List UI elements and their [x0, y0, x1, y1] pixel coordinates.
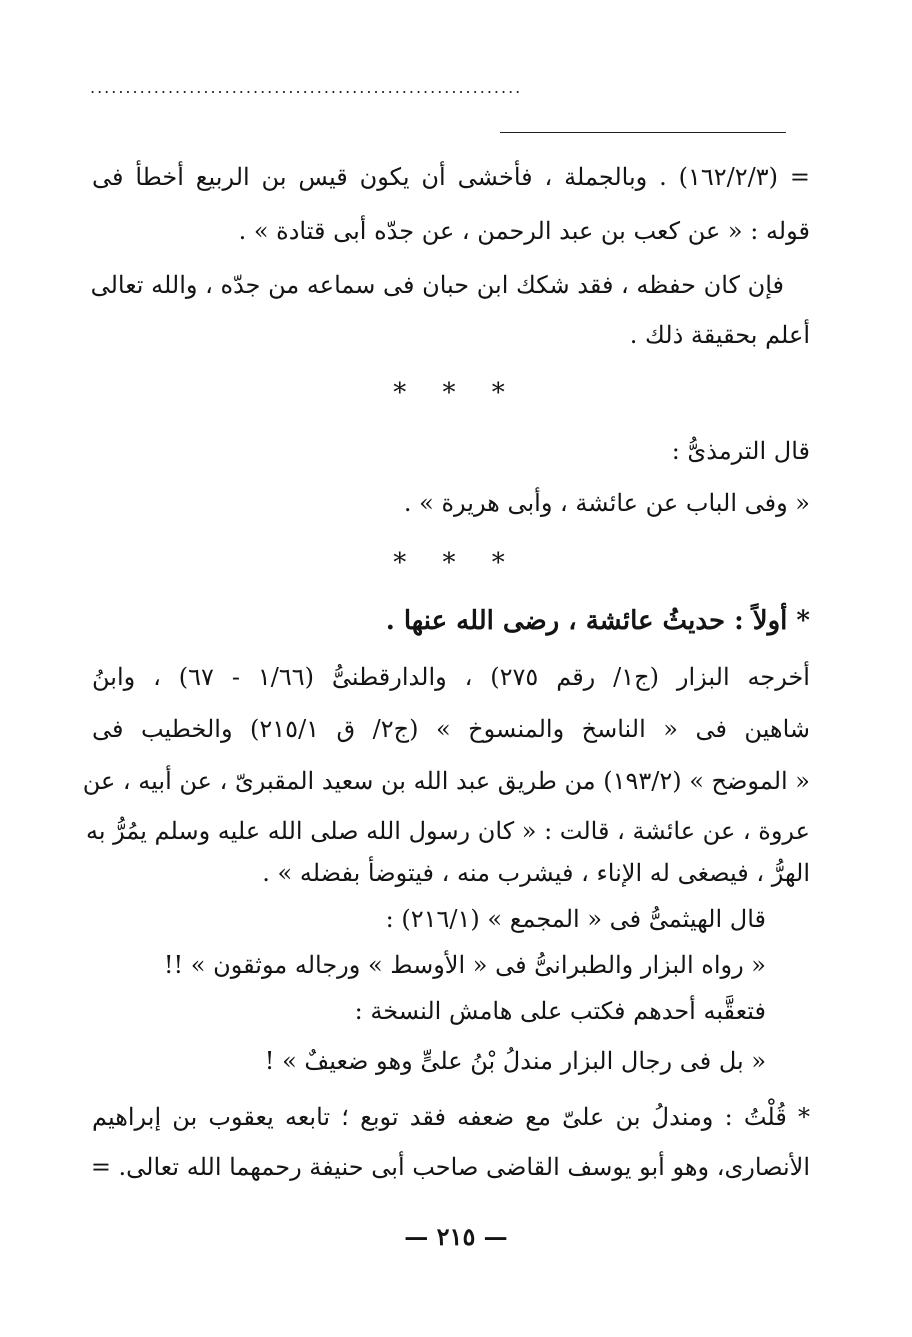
qultu-line: الأنصارى، وهو أبو يوسف القاضى صاحب أبى حنيفة رحمهما الله تعالى. = [90, 1153, 810, 1181]
haythami-line: فتعقَّبه أحدهم فكتب على هامش النسخة : [354, 997, 766, 1025]
section-separator: * * * [393, 378, 519, 408]
hadith-line: عروة ، عن عائشة ، قالت : « كان رسول الله صلى الله عليه وسلم يمُرُّ به [85, 817, 810, 845]
section-title: * أولاً : حديثُ عائشة ، رضى الله عنها . [385, 606, 810, 636]
footnote-line: = (١٦٢/٢/٣) . وبالجملة ، فأخشى أن يكون قيس بن الربيع أخطأ فى [92, 163, 810, 191]
tirmidhi-quote: « وفى الباب عن عائشة ، وأبى هريرة » . [403, 489, 810, 517]
haythami-line: قال الهيثمىُّ فى « المجمع » (٢١٦/١) : [385, 905, 766, 933]
footnote-rule [500, 132, 786, 133]
page-number: — ٢١٥ — [404, 1222, 508, 1251]
haythami-line: « رواه البزار والطبرانىُّ فى « الأوسط » ورجاله موثقون » !! [163, 951, 766, 979]
hadith-line: شاهين فى « الناسخ والمنسوخ » (ج٢/ ق ٢١٥/١) والخطيب فى [92, 715, 811, 743]
qultu-line: * قُلْتُ : ومندلُ بن علىّ مع ضعفه فقد توبع ؛ تابعه يعقوب بن إبراهيم [92, 1103, 810, 1131]
section-separator: * * * [393, 548, 519, 578]
footnote-line: قوله : « عن كعب بن عبد الرحمن ، عن جدّه أبى قتادة » . [238, 217, 810, 245]
tirmidhi-heading: قال الترمذىُّ : [671, 437, 810, 465]
dotted-separator: ............................................................. [90, 78, 523, 97]
paragraph-line: فإن كان حفظه ، فقد شكك ابن حبان فى سماعه من جدّه ، والله تعالى [90, 271, 784, 299]
haythami-line: « بل فى رجال البزار مندلُ بْنُ علىٍّ وهو ضعيفٌ » ! [264, 1047, 766, 1075]
paragraph-line: أعلم بحقيقة ذلك . [629, 321, 810, 349]
hadith-line: الهرُّ ، فيصغى له الإناء ، فيشرب منه ، فيتوضأ بفضله » . [262, 859, 810, 887]
hadith-line: أخرجه البزار (ج١/ رقم ٢٧٥) ، والدارقطنىُّ (١/٦٦ - ٦٧) ، وابنُ [92, 663, 810, 691]
hadith-line: « الموضح » (١٩٣/٢) من طريق عبد الله بن سعيد المقبرىّ ، عن أبيه ، عن [82, 767, 810, 795]
